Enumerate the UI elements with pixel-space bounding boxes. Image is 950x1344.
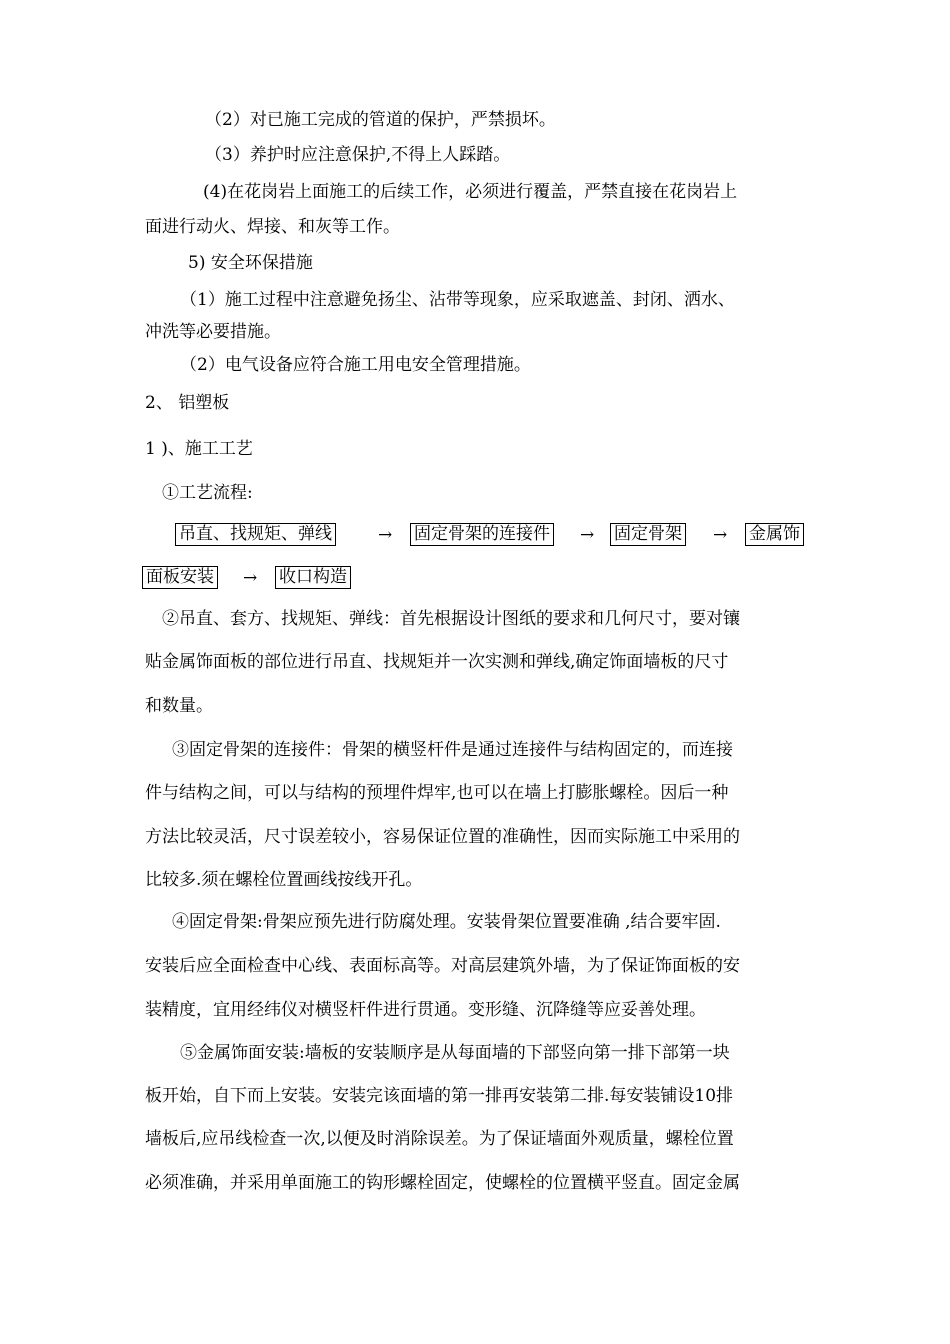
text-line: 安装后应全面检查中心线、表面标高等。对高层建筑外墙，为了保证饰面板的安 [145,956,740,976]
arrow-icon: → [243,568,258,588]
text-line: （2）电气设备应符合施工用电安全管理措施。 [180,355,531,375]
text-line: 和数量。 [145,696,213,716]
text-line: 装精度，宜用经纬仪对横竖杆件进行贯通。变形缝、沉降缝等应妥善处理。 [145,1000,706,1020]
text-line: 方法比较灵活，尺寸误差较小，容易保证位置的准确性，因而实际施工中采用的 [145,827,740,847]
text-line: 贴金属饰面板的部位进行吊直、找规矩并一次实测和弹线,确定饰面墙板的尺寸 [145,652,729,672]
text-line: (4)在花岗岩上面施工的后续工作，必须进行覆盖，严禁直接在花岗岩上 [203,182,738,202]
flow-step: 固定骨架 [610,523,686,546]
text-line: 冲洗等必要措施。 [145,322,281,342]
arrow-icon: → [378,525,393,545]
arrow-icon: → [713,525,728,545]
text-line: 板开始，自下而上安装。安装完该面墙的第一排再安装第二排.每安装铺设10排 [145,1086,734,1106]
text-line: （3）养护时应注意保护,不得上人踩踏。 [205,145,511,165]
text-line: 墙板后,应吊线检查一次,以便及时消除误差。为了保证墙面外观质量，螺栓位置 [145,1129,734,1149]
text-line: ②吊直、套方、找规矩、弹线：首先根据设计图纸的要求和几何尺寸，要对镶 [162,609,740,629]
text-line: （1）施工过程中注意避免扬尘、沾带等现象，应采取遮盖、封闭、洒水、 [180,290,735,310]
arrow-icon: → [580,525,595,545]
text-line: 件与结构之间，可以与结构的预埋件焊牢,也可以在墙上打膨胀螺栓。因后一种 [145,783,729,803]
flow-step: 金属饰 [745,523,804,546]
text-line: 面进行动火、焊接、和灰等工作。 [145,217,400,237]
flow-step: 吊直、找规矩、弹线 [175,523,336,546]
flow-step: 收口构造 [275,566,351,589]
section-heading: 5) 安全环保措施 [188,253,313,273]
text-line: ①工艺流程: [162,483,253,503]
text-line: （2）对已施工完成的管道的保护，严禁损坏。 [205,110,556,130]
flow-step: 固定骨架的连接件 [410,523,554,546]
text-line: ③固定骨架的连接件：骨架的横竖杆件是通过连接件与结构固定的，而连接 [172,740,733,760]
flow-step: 面板安装 [142,566,218,589]
text-line: 必须准确，并采用单面施工的钩形螺栓固定，使螺栓的位置横平竖直。固定金属 [145,1173,740,1193]
section-heading: 1 )、施工工艺 [145,439,253,459]
section-heading: 2、 铝塑板 [145,393,230,413]
text-line: 比较多.须在螺栓位置画线按线开孔。 [145,870,423,890]
text-line: ⑤金属饰面安装:墙板的安装顺序是从每面墙的下部竖向第一排下部第一块 [180,1043,730,1063]
text-line: ④固定骨架:骨架应预先进行防腐处理。安装骨架位置要准确 ,结合要牢固. [172,912,721,932]
